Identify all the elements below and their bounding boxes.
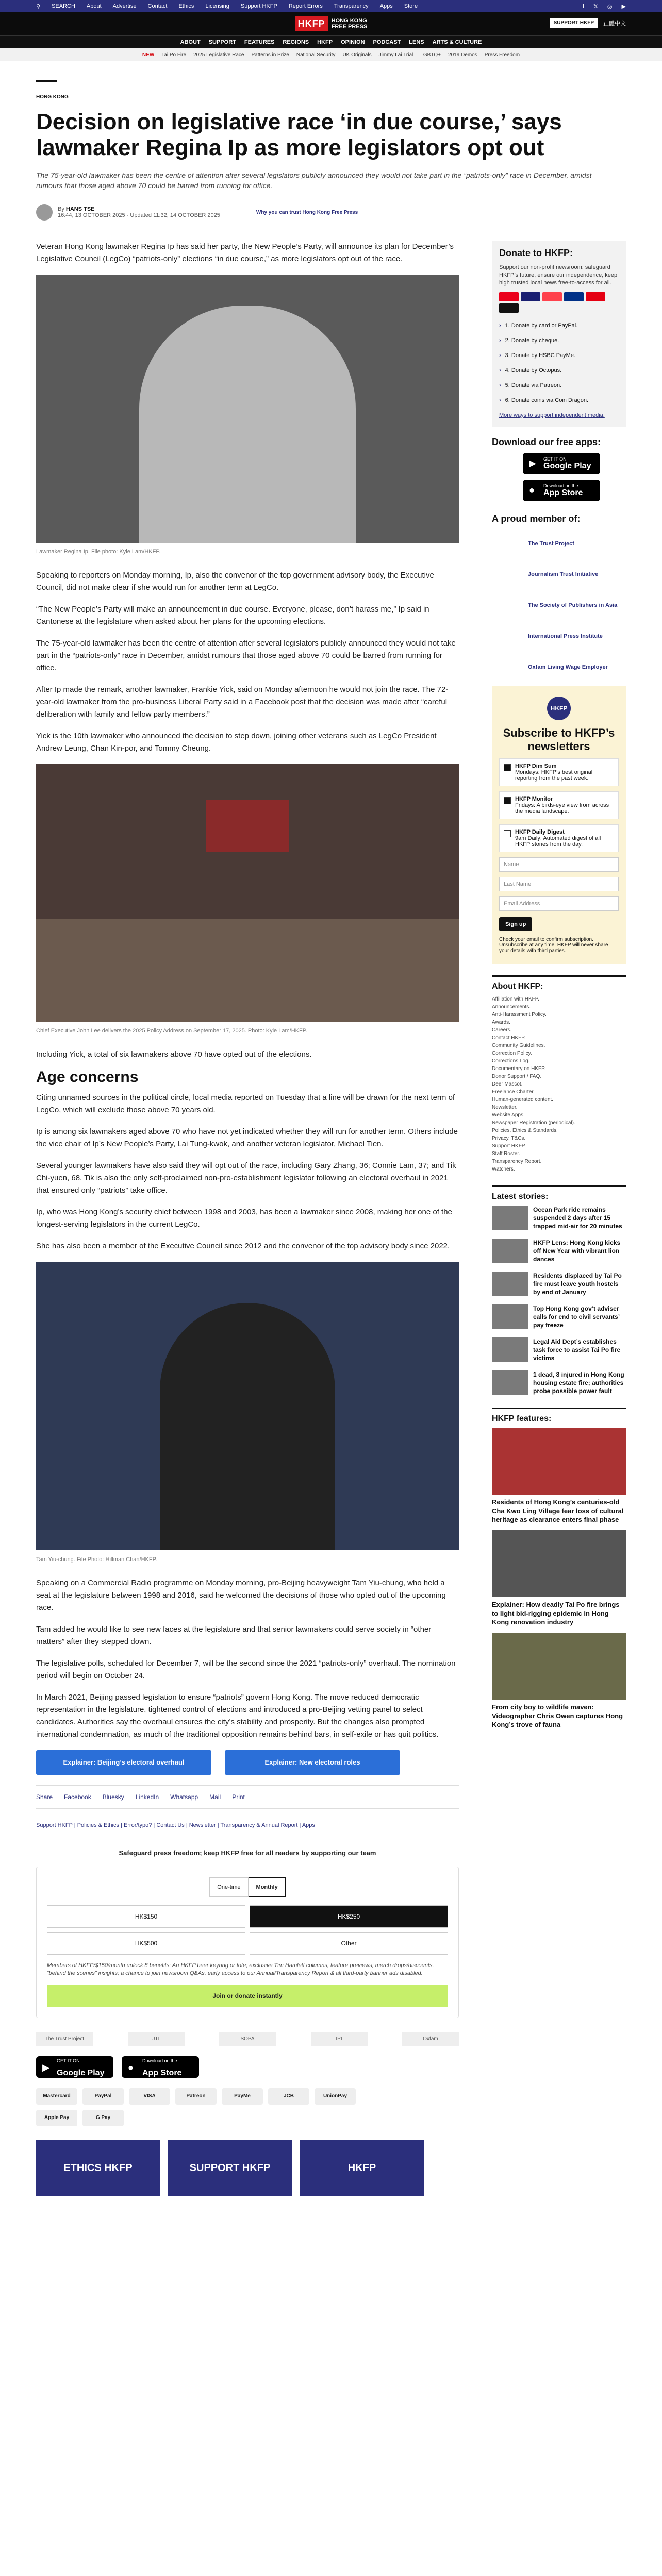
trending-link[interactable]: 2019 Demos	[448, 52, 477, 58]
article-title: Decision on legislative race ‘in due course,’ says lawmaker Regina Ip as more legislators opt out	[36, 109, 562, 160]
about-link[interactable]: Documentary on HKFP.	[492, 1066, 546, 1072]
nav-item[interactable]: PODCAST	[373, 39, 401, 45]
article-photo-tam-yiu-chung	[36, 1262, 459, 1550]
story-thumbnail	[492, 1272, 528, 1296]
paragraph: Yick is the 10th lawmaker who announced the decision to step down, joining other veterans such as LegCo President Andrew Leung, Chan Kin-por, and Tommy Cheung.	[36, 732, 437, 753]
donation-widget	[36, 1867, 459, 2018]
payment-logo: VISA	[129, 2088, 170, 2105]
trending-link[interactable]: Press Freedom	[484, 52, 520, 58]
trust-logo[interactable]: SOPA	[219, 2032, 276, 2046]
feature-image	[492, 1428, 626, 1495]
name-field[interactable]: Name	[499, 857, 619, 872]
paragraph: Veteran Hong Kong lawmaker Regina Ip has said her party, the New People’s Party, will announce its plan for December’s Legislative Council (LegCo) “patriots-only” elections “in due course,” as more legislators opt out of the race.	[36, 242, 454, 263]
safeguard-banner: Safeguard press freedom; keep HKFP free for all readers by supporting our team	[119, 1849, 376, 1857]
amount-option[interactable]: HK$500	[47, 1932, 245, 1955]
article-date: 16:44, 13 OCTOBER 2025 · Updated 11:32, 14 OCTOBER 2025	[58, 212, 220, 218]
latest-story[interactable]: Ocean Park ride remains suspended 2 days after 15 trapped mid-air for 20 minutes	[492, 1206, 626, 1230]
story-thumbnail	[492, 1370, 528, 1395]
paragraph: Several younger lawmakers have also said they will opt out of the race, including Gary Zhang, 36; Connie Lam, 37; and Tik Chi-yuen, 68. Tik is also the only self-proclaimed non-pro-establishment legislator following an electoral overhaul in 2021 that ensured only “patriots” take office.	[36, 1161, 456, 1195]
article-kicker[interactable]: HONG KONG	[36, 94, 69, 100]
trust-logo[interactable]: The Trust Project	[36, 2032, 93, 2046]
share-print[interactable]: Print	[232, 1793, 245, 1801]
instagram-icon[interactable]: ◎	[607, 3, 613, 10]
top-link[interactable]: Advertise	[112, 3, 137, 9]
paragraph: The 75-year-old lawmaker has been the centre of attention after several legislators publicly announced they would not take part in the “patriots-only” race in December, amidst rumours that those aged above 70 could be barred from running for office.	[36, 639, 456, 672]
checkbox[interactable]	[504, 764, 511, 771]
photo-caption: Tam Yiu-chung. File Photo: Hillman Chan/HKFP.	[36, 1556, 157, 1563]
share-bluesky[interactable]: Bluesky	[102, 1793, 124, 1801]
share-label: Share	[36, 1793, 53, 1801]
about-link[interactable]: Donor Support / FAQ.	[492, 1074, 542, 1079]
features-title: HKFP features:	[492, 1414, 552, 1423]
checkbox[interactable]	[504, 830, 511, 837]
about-link[interactable]: Anti-Harassment Policy.	[492, 1012, 547, 1018]
trending-link[interactable]: 2025 Legislative Race	[193, 52, 244, 58]
nav-item[interactable]: FEATURES	[244, 39, 275, 45]
photo-caption: Lawmaker Regina Ip. File photo: Kyle Lam/HKFP.	[36, 549, 161, 555]
about-link[interactable]: Announcements.	[492, 1004, 531, 1010]
paragraph: Tam added he would like to see new faces at the legislature and that senior lawmakers could serve society in “other matters” after they stepped down.	[36, 1625, 432, 1646]
newsletter-option[interactable]: HKFP Dim Sum Mondays: HKFP’s best original reporting from the past week.	[499, 758, 619, 786]
payment-logo: G Pay	[82, 2110, 124, 2126]
donate-option[interactable]: › 4. Donate by Octopus.	[499, 363, 619, 378]
payment-logo: UnionPay	[315, 2088, 356, 2105]
promo-banner[interactable]: ETHICS HKFP	[36, 2140, 160, 2196]
nav-item[interactable]: HKFP	[317, 39, 333, 45]
share-bar	[36, 1785, 459, 1809]
story-thumbnail	[492, 1239, 528, 1263]
author-avatar	[36, 204, 53, 221]
about-link[interactable]: Affiliation with HKFP.	[492, 996, 539, 1002]
section-heading: Age concerns	[36, 1069, 139, 1086]
latest-title: Latest stories:	[492, 1192, 549, 1201]
article-footer-links[interactable]: Support HKFP | Policies & Ethics | Error/typo? | Contact Us | Newsletter | Transparency & Annual Report | Apps	[36, 1822, 315, 1828]
about-link[interactable]: Corrections Log.	[492, 1058, 530, 1064]
trust-logo[interactable]: JTI	[128, 2032, 185, 2046]
payment-logo: Patreon	[175, 2088, 217, 2105]
youtube-icon[interactable]: ▶	[621, 3, 626, 10]
paragraph: Ip is among six lawmakers aged above 70 who have not yet indicated whether they will run for another term. Others include the vice chair of Ip’s New People’s Party, Lai Tung-kwok, and another veteran legislator, Michael Tien.	[36, 1127, 458, 1148]
last-name-field[interactable]: Last Name	[499, 877, 619, 891]
checkbox[interactable]	[504, 797, 511, 804]
article-body	[36, 241, 459, 2196]
paragraph: Citing unnamed sources in the political circle, local media reported on Tuesday that a line will be drawn for the next term of LegCo, which will exclude those above 70 years old.	[36, 1093, 455, 1114]
trending-link[interactable]: Tai Po Fire	[161, 52, 187, 58]
newsletter-box	[492, 686, 626, 964]
facebook-icon[interactable]: f	[582, 3, 585, 9]
donate-option[interactable]: › 5. Donate via Patreon.	[499, 378, 619, 393]
paragraph: She has also been a member of the Executive Council since 2012 and the convenor of the top advisory body since 2022.	[36, 1242, 450, 1250]
latest-story[interactable]: HKFP Lens: Hong Kong kicks off New Year with vibrant lion dances	[492, 1239, 626, 1263]
title-rule	[36, 80, 57, 82]
explainer-button[interactable]: Explainer: New electoral roles	[225, 1750, 400, 1775]
feature-story[interactable]: From city boy to wildlife maven: Videographer Chris Owen captures Hong Kong’s trove of fauna	[492, 1633, 626, 1729]
amount-option[interactable]: Other	[250, 1932, 448, 1955]
donate-option[interactable]: › 2. Donate by cheque.	[499, 333, 619, 348]
trust-logos	[36, 2032, 459, 2046]
about-link[interactable]: Newspaper Registration (periodical).	[492, 1120, 575, 1126]
about-link[interactable]: Newsletter.	[492, 1105, 518, 1110]
play-icon: ▶	[529, 458, 536, 468]
features-box	[492, 1408, 626, 1729]
feature-image	[492, 1633, 626, 1700]
promo-banner[interactable]: HKFP	[300, 2140, 424, 2196]
donate-title: Donate to HKFP:	[499, 248, 573, 258]
about-link[interactable]: Support HKFP.	[492, 1143, 526, 1149]
article-deck: The 75-year-old lawmaker has been the centre of attention after several legislators publicly announced they would not take part in the “patriots-only” race in December, amidst rumours that those aged above 70 could be barred from running for office.	[36, 171, 592, 190]
newsletter-option[interactable]: HKFP Monitor Fridays: A birds-eye view from across the media landscape.	[499, 791, 619, 819]
member-logo[interactable]: International Press Institute	[528, 633, 603, 639]
main-nav	[0, 35, 662, 48]
nav-item[interactable]: OPINION	[341, 39, 365, 45]
signup-note: Check your email to confirm subscription. Unsubscribe at any time. HKFP will never share your details with third parties.	[499, 937, 608, 954]
photo-caption: Chief Executive John Lee delivers the 2025 Policy Address on September 17, 2025. Photo: Kyle Lam/HKFP.	[36, 1028, 307, 1034]
about-link[interactable]: Correction Policy.	[492, 1050, 532, 1056]
members-title: A proud member of:	[492, 514, 581, 524]
app-store-button[interactable]: ● Download on the App Store	[122, 2056, 199, 2078]
story-thumbnail	[492, 1206, 528, 1230]
author-name[interactable]: HANS TSE	[65, 206, 95, 212]
newsletter-title: Subscribe to HKFP’s newsletters	[503, 726, 615, 753]
about-link[interactable]: Deer Mascot.	[492, 1081, 523, 1087]
payment-logo: JCB	[268, 2088, 309, 2105]
payment-logo: PayPal	[82, 2088, 124, 2105]
x-icon[interactable]: 𝕏	[593, 3, 598, 10]
payment-logo: PayMe	[222, 2088, 263, 2105]
about-link[interactable]: Community Guidelines.	[492, 1043, 545, 1048]
membership-benefits: Members of HKFP/$150/month unlock 8 benefits: An HKFP beer keyring or tote; exclusive Tim Hamlett columns, feature previews; merch drops/discounts, “behind the scenes” insights; a chance to join newsroom Q&As, early access to our Annual/Transparency Report & all third-party banner ads disabled.	[47, 1962, 434, 1976]
trending-link[interactable]: Patterns in Prize	[251, 52, 289, 58]
promo-banner[interactable]: SUPPORT HKFP	[168, 2140, 292, 2196]
payment-logo: Mastercard	[36, 2088, 77, 2105]
apple-icon: ●	[529, 485, 535, 495]
top-link[interactable]: Contact	[147, 3, 168, 9]
share-whatsapp[interactable]: Whatsapp	[170, 1793, 198, 1801]
donate-option[interactable]: › 6. Donate coins via Coin Dragon.	[499, 393, 619, 408]
sidebar	[492, 241, 626, 2196]
about-link[interactable]: Careers.	[492, 1027, 512, 1033]
masthead	[0, 12, 662, 35]
nav-item[interactable]: REGIONS	[283, 39, 309, 45]
paragraph: Including Yick, a total of six lawmakers above 70 have opted out of the elections.	[36, 1050, 312, 1059]
story-thumbnail	[492, 1337, 528, 1362]
share-linkedin[interactable]: LinkedIn	[135, 1793, 159, 1801]
google-play-button[interactable]: ▶ GET IT ON Google Play	[523, 453, 600, 474]
payment-logo: Apple Pay	[36, 2110, 77, 2126]
story-thumbnail	[492, 1304, 528, 1329]
share-mail[interactable]: Mail	[209, 1793, 221, 1801]
newsletter-option[interactable]: HKFP Daily Digest 9am Daily: Automated digest of all HKFP stories from the day.	[499, 824, 619, 852]
trending-link[interactable]: Jimmy Lai Trial	[378, 52, 413, 58]
trust-link[interactable]: Why you can trust Hong Kong Free Press	[256, 209, 358, 215]
trending-bar	[0, 48, 662, 61]
signup-button[interactable]: Sign up	[499, 917, 532, 931]
top-link[interactable]: Support HKFP	[240, 3, 277, 9]
about-link[interactable]: Watchers.	[492, 1166, 515, 1172]
amount-option[interactable]: HK$250	[250, 1905, 448, 1928]
paragraph: Speaking to reporters on Monday morning, Ip, also the convenor of the top government advisory body, the Executive Council, did not make clear if she would run for another term at LegCo.	[36, 571, 434, 592]
about-link[interactable]: Staff Roster.	[492, 1151, 520, 1157]
paragraph: The legislative polls, scheduled for December 7, will be the second since the 2021 “patriots-only” overhaul. The nomination period will begin on October 24.	[36, 1659, 456, 1680]
amount-option[interactable]: HK$150	[47, 1905, 245, 1928]
about-link[interactable]: Contact HKFP.	[492, 1035, 526, 1041]
feature-story[interactable]: Explainer: How deadly Tai Po fire brings to light bid-rigging epidemic in Hong Kong renovation industry	[492, 1530, 626, 1626]
member-logo[interactable]: Oxfam Living Wage Employer	[528, 664, 608, 670]
donate-text: Support our non-profit newsroom: safeguard HKFP’s future, ensure our independence, keep high trusted local news free-to-access for all.	[499, 264, 618, 286]
nav-item[interactable]: LENS	[409, 39, 424, 45]
latest-box	[492, 1185, 626, 1395]
play-icon: ▶	[42, 2062, 49, 2073]
top-bar	[0, 0, 662, 12]
paragraph: Ip, who was Hong Kong’s security chief between 1998 and 2003, has been a lawmaker since 2008, making her one of the longest-serving legislators in the current LegCo.	[36, 1208, 452, 1229]
top-link[interactable]: Report Errors	[288, 3, 323, 9]
about-box	[492, 975, 626, 1173]
top-link[interactable]: Store	[404, 3, 418, 9]
app-store-button[interactable]: ● Download on the App Store	[523, 480, 600, 501]
about-link[interactable]: Awards.	[492, 1020, 510, 1025]
apps-box	[492, 437, 626, 501]
about-link[interactable]: Website Apps.	[492, 1112, 525, 1118]
top-link[interactable]: Apps	[379, 3, 393, 9]
one-time-tab[interactable]: One-time	[209, 1877, 248, 1897]
hkfp-badge: HKFP	[547, 697, 571, 720]
trending-link[interactable]: UK Originals	[342, 52, 372, 58]
top-link[interactable]: Licensing	[205, 3, 229, 9]
google-play-button[interactable]: ▶ GET IT ON Google Play	[36, 2056, 113, 2078]
article-photo-legco	[36, 764, 459, 1022]
support-hkfp-button[interactable]: SUPPORT HKFP	[550, 18, 598, 28]
paragraph: After Ip made the remark, another lawmaker, Frankie Yick, said on Monday afternoon he would not join the race. The 72-year-old lawmaker from the pro-business Liberal Party said in a Facebook post that the decision was made after “careful deliberation with family and fellow party members.”	[36, 685, 449, 719]
paragraph: In March 2021, Beijing passed legislation to ensure “patriots” govern Hong Kong. The move reduced democratic representation in the legislature, tightened control of elections and introduced a pro-Beijing vetting panel to select candidates. Authorities say the overhaul ensures the city’s stability and prosperity. But the changes also prompted international condemnation, as much of the traditional opposition remains behind bars, in self-exile or has quit politics.	[36, 1693, 439, 1739]
donate-option[interactable]: › 3. Donate by HSBC PayMe.	[499, 348, 619, 363]
monthly-tab[interactable]: Monthly	[249, 1877, 286, 1897]
latest-story[interactable]: Legal Aid Dept’s establishes task force to assist Tai Po fire victims	[492, 1337, 626, 1362]
nav-item[interactable]: SUPPORT	[208, 39, 236, 45]
trust-logo[interactable]: IPI	[311, 2032, 368, 2046]
nav-item[interactable]: ARTS & CULTURE	[432, 39, 482, 45]
about-link[interactable]: Freelance Charter.	[492, 1089, 535, 1095]
trust-logo[interactable]: Oxfam	[402, 2032, 459, 2046]
join-button[interactable]: Join or donate instantly	[47, 1985, 448, 2007]
top-link[interactable]: Transparency	[334, 3, 369, 9]
new-badge: NEW	[142, 52, 155, 58]
about-link[interactable]: Transparency Report.	[492, 1159, 542, 1164]
search-icon[interactable]: ⚲	[36, 3, 41, 10]
member-logo[interactable]: The Society of Publishers in Asia	[528, 602, 618, 608]
more-ways-link[interactable]: More ways to support independent media.	[499, 412, 605, 418]
member-logo[interactable]: Journalism Trust Initiative	[528, 571, 599, 578]
search-link[interactable]: SEARCH	[52, 3, 75, 9]
payment-icons	[499, 292, 619, 313]
explainer-button[interactable]: Explainer: Beijing’s electoral overhaul	[36, 1750, 211, 1775]
trending-link[interactable]: LGBTQ+	[420, 52, 441, 58]
about-title: About HKFP:	[492, 982, 543, 991]
top-link[interactable]: About	[86, 3, 102, 9]
about-link[interactable]: Privacy, T&Cs.	[492, 1136, 526, 1141]
top-link[interactable]: Ethics	[178, 3, 194, 9]
apps-title: Download our free apps:	[492, 437, 601, 447]
latest-story[interactable]: Top Hong Kong gov’t adviser calls for end to civil servants’ pay freeze	[492, 1304, 626, 1329]
byline: By HANS TSE 16:44, 13 OCTOBER 2025 · Updated 11:32, 14 OCTOBER 2025 Why you can trust Hong Kong Free Press	[36, 204, 626, 221]
feature-image	[492, 1530, 626, 1597]
paragraph: Speaking on a Commercial Radio programme on Monday morning, pro-Beijing heavyweight Tam Yiu-chung, who held a seat at the legislature between 1998 and 2016, said he welcomed the decisions of those who opted out of the upcoming race.	[36, 1579, 446, 1612]
about-link[interactable]: Human-generated content.	[492, 1097, 553, 1103]
article-photo-regina-ip	[36, 275, 459, 543]
latest-story[interactable]: Residents displaced by Tai Po fire must leave youth hostels by end of January	[492, 1272, 626, 1296]
share-facebook[interactable]: Facebook	[64, 1793, 91, 1801]
feature-story[interactable]: Residents of Hong Kong’s centuries-old Cha Kwo Ling Village fear loss of cultural heritage as clearance enters final phase	[492, 1428, 626, 1524]
language-link[interactable]: 正體中文	[603, 20, 626, 27]
site-logo[interactable]: HKFP HONG KONG FREE PRESS	[295, 16, 368, 31]
apple-icon: ●	[128, 2062, 134, 2073]
latest-story[interactable]: 1 dead, 8 injured in Hong Kong housing estate fire; authorities probe possible power fault	[492, 1370, 626, 1395]
payment-methods	[36, 2088, 397, 2126]
about-link[interactable]: Policies, Ethics & Standards.	[492, 1128, 558, 1133]
trending-link[interactable]: National Security	[296, 52, 336, 58]
member-logo[interactable]: The Trust Project	[528, 540, 574, 547]
nav-item[interactable]: ABOUT	[180, 39, 201, 45]
donate-option[interactable]: › 1. Donate by card or PayPal.	[499, 318, 619, 333]
paragraph: “The New People’s Party will make an announcement in due course. Everyone, please, don’t harass me,” Ip said in Cantonese at the legislature when asked about her plans for the upcoming elections.	[36, 605, 429, 626]
email-field[interactable]: Email Address	[499, 896, 619, 911]
donate-box	[492, 241, 626, 427]
